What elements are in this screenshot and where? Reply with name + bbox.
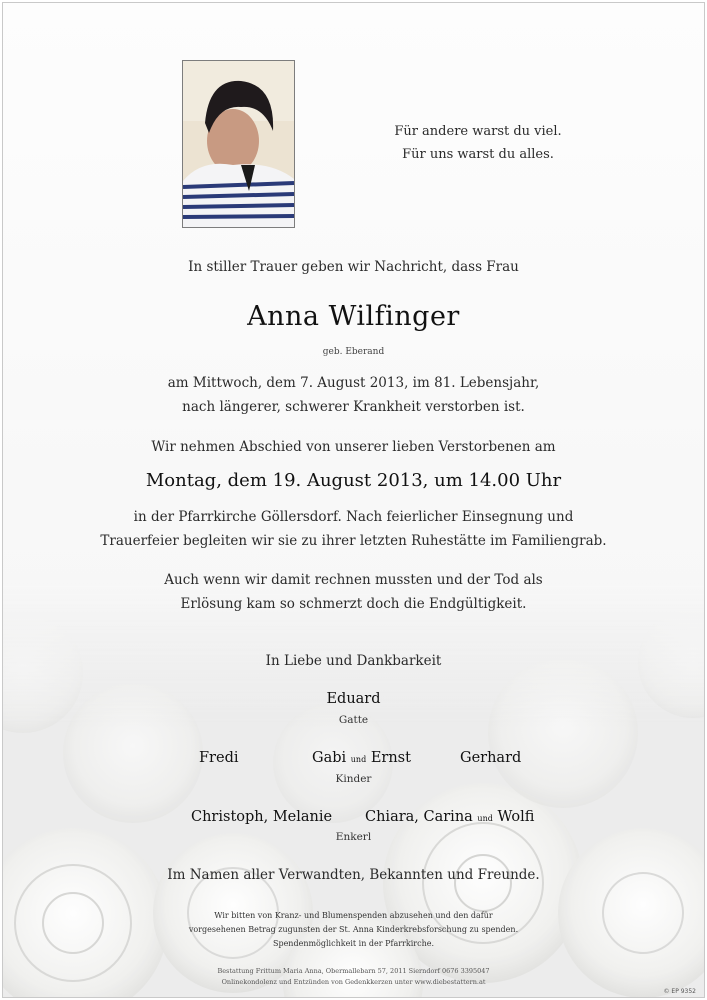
and-connector: und bbox=[477, 814, 493, 823]
undertaker-info bbox=[3, 966, 704, 988]
quote-line-1: Für andere warst du viel. bbox=[394, 124, 562, 139]
children-role: Kinder bbox=[335, 773, 372, 785]
grandchildren-right bbox=[365, 809, 534, 825]
farewell-intro: Wir nehmen Abschied von unserer lieben Verstorbenen am bbox=[151, 439, 556, 455]
memorial-quote bbox=[363, 120, 593, 166]
death-line-2: nach längerer, schwerer Krankheit verstorben ist. bbox=[182, 399, 525, 415]
donation-note bbox=[3, 909, 704, 951]
announcement-text: In stiller Trauer geben wir Nachricht, dass Frau bbox=[188, 259, 519, 275]
parte-page bbox=[2, 2, 705, 998]
ceremony-line-1: in der Pfarrkirche Göllersdorf. Nach feierlicher Einsegnung und bbox=[133, 509, 574, 525]
spouse-name: Eduard bbox=[326, 691, 381, 707]
child-gabi: Gabi bbox=[312, 750, 347, 766]
spouse-role: Gatte bbox=[338, 714, 369, 726]
child-gerhard: Gerhard bbox=[460, 750, 522, 766]
undertaker-line-1: Bestattung Frittum Maria Anna, Obermallebarn 57, 2011 Sierndorf 0676 3395047 bbox=[217, 967, 490, 975]
death-line-1: am Mittwoch, dem 7. August 2013, im 81. Lebensjahr, bbox=[167, 375, 540, 391]
ceremony-line-2: Trauerfeier begleiten wir sie zu ihrer letzten Ruhestätte im Familiengrab. bbox=[100, 533, 607, 549]
donation-line-3: Spendenmöglichkeit in der Pfarrkirche. bbox=[272, 939, 435, 948]
portrait-photo bbox=[182, 60, 295, 228]
closing-line-2: Erlösung kam so schmerzt doch die Endgültigkeit. bbox=[180, 596, 527, 612]
grandchildren-role: Enkerl bbox=[335, 831, 372, 843]
funeral-date: Montag, dem 19. August 2013, um 14.00 Uhr bbox=[145, 470, 562, 491]
deceased-name: Anna Wilfinger bbox=[247, 301, 460, 332]
grandchildren-left: Christoph, Melanie bbox=[191, 809, 333, 825]
child-gabi-ernst bbox=[312, 750, 411, 766]
grandchild-wolfi: Wolfi bbox=[497, 809, 535, 825]
signoff: In Liebe und Dankbarkeit bbox=[265, 653, 442, 669]
quote-line-2: Für uns warst du alles. bbox=[402, 147, 554, 162]
donation-line-1: Wir bitten von Kranz- und Blumenspenden abzusehen und den dafür bbox=[214, 911, 493, 920]
and-connector: und bbox=[350, 755, 367, 764]
child-ernst: Ernst bbox=[370, 750, 411, 766]
closing-line-1: Auch wenn wir damit rechnen mussten und der Tod als bbox=[164, 572, 543, 588]
undertaker-line-2: Onlinekondolenz und Entzünden von Gedenkkerzen unter www.diebestattern.at bbox=[221, 978, 486, 986]
child-fredi: Fredi bbox=[199, 750, 239, 766]
donation-line-2: vorgesehenen Betrag zugunsten der St. Anna Kinderkrebsforschung zu spenden. bbox=[188, 925, 519, 934]
relatives-line: Im Namen aller Verwandten, Bekannten und Freunde. bbox=[167, 867, 540, 883]
form-code: © EP 9352 bbox=[663, 988, 696, 995]
grandchildren-chiara-carina: Chiara, Carina bbox=[365, 809, 473, 825]
birth-name: geb. Eberand bbox=[322, 347, 385, 357]
